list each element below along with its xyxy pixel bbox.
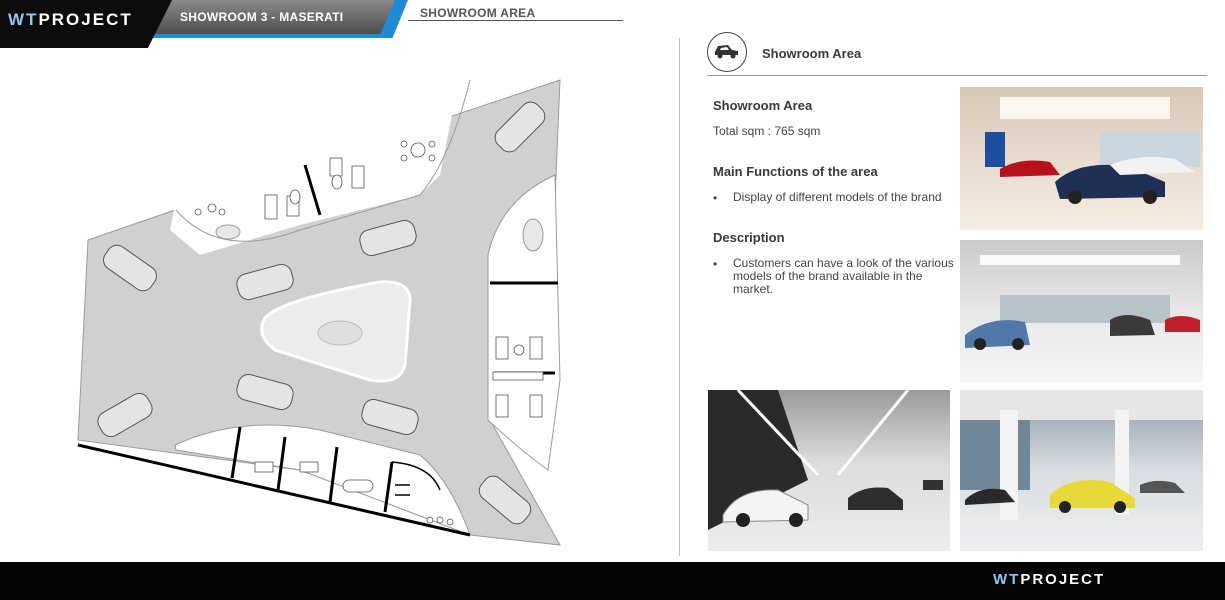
page-title: SHOWROOM 3 - MASERATI <box>180 10 344 24</box>
logo-wt: WT <box>8 10 39 29</box>
footer-logo <box>993 571 1105 588</box>
showroom-photo-4 <box>960 390 1203 551</box>
bullet-icon: • <box>713 191 718 205</box>
description-title: Description <box>713 230 785 245</box>
showroom-photo-3 <box>708 390 950 551</box>
showroom-photo-2 <box>960 240 1203 382</box>
logo-project: PROJECT <box>38 10 133 29</box>
bullet-icon: • <box>713 257 718 271</box>
section-underline <box>408 20 623 21</box>
description-item: Customers can have a look of the various models of the brand available in the market. <box>733 256 954 296</box>
total-area: Total sqm : 765 sqm <box>713 124 821 138</box>
area-title: Showroom Area <box>713 98 813 113</box>
function-item: Display of different models of the brand <box>733 190 942 204</box>
panel-heading-underline <box>707 75 1207 76</box>
vertical-divider <box>679 38 680 556</box>
footer-logo-wt: WT <box>993 571 1021 588</box>
footer-logo-project: PROJECT <box>1020 571 1106 588</box>
header-logo <box>8 10 133 30</box>
car-icon <box>707 32 747 72</box>
showroom-photo-1 <box>960 87 1203 230</box>
panel-heading: Showroom Area <box>762 46 862 61</box>
section-label: SHOWROOM AREA <box>420 6 536 20</box>
floor-plan <box>70 70 570 550</box>
functions-title: Main Functions of the area <box>713 164 878 179</box>
